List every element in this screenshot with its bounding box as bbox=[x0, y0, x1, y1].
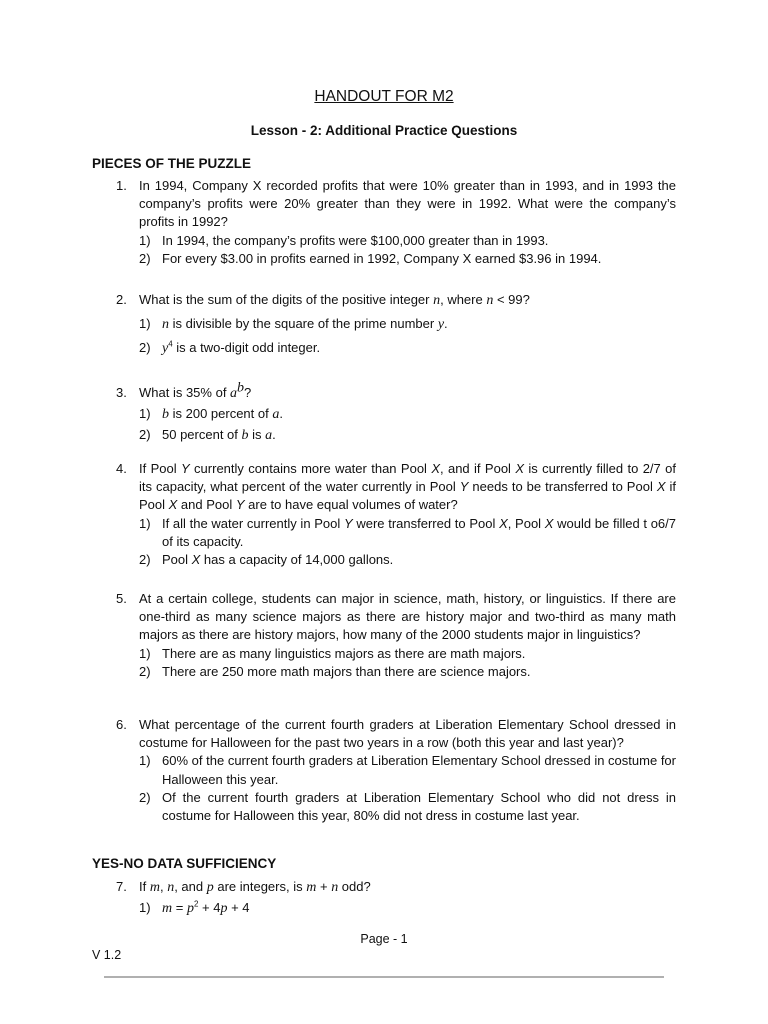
question-number: 5. bbox=[116, 591, 127, 606]
statement-text: In 1994, the company’s profits were $100,000 greater than in 1993. bbox=[162, 232, 549, 248]
question-4 bbox=[116, 460, 676, 569]
statement-number: 1) bbox=[139, 515, 151, 531]
question-text: If Pool Y currently contains more water than Pool X, and if Pool X is currently filled to 2/7 of its capacity, what percent of the water currently in Pool Y needs to be transferred to Pool X if Pool X and Pool Y are to have equal volumes of water? bbox=[139, 461, 676, 513]
statement-text: Pool X has a capacity of 14,000 gallons. bbox=[162, 552, 394, 568]
question-number: 6. bbox=[116, 717, 127, 732]
statement-text: 50 percent of b is a. bbox=[162, 427, 276, 444]
question-3 bbox=[116, 380, 676, 446]
statement-number: 1) bbox=[139, 900, 151, 916]
question-6 bbox=[116, 716, 676, 825]
statement-2 bbox=[139, 551, 676, 569]
question-1 bbox=[116, 177, 676, 268]
statement-text: If all the water currently in Pool Y were transferred to Pool X, Pool X would be filled t o6/7 of its capacity. bbox=[162, 515, 677, 549]
version-label: V 1.2 bbox=[92, 948, 122, 962]
statement-2 bbox=[139, 426, 676, 445]
question-text: At a certain college, students can major in science, math, history, or linguistics. If there are one-third as many science majors as there are history major and two-third as many math majors as there are history majors, how many of the 2000 students major in linguistics? bbox=[139, 591, 676, 643]
statement-number: 2) bbox=[139, 250, 151, 266]
document-title: HANDOUT FOR M2 bbox=[314, 88, 454, 105]
statement-2 bbox=[139, 339, 676, 358]
statement-2 bbox=[139, 250, 676, 268]
statement-text: b is 200 percent of a. bbox=[162, 406, 283, 423]
statement-text: $y^4$ is a two-digit odd integer. bbox=[162, 340, 321, 357]
statement-text: n is divisible by the square of the prime number y. bbox=[162, 316, 448, 333]
page-number: Page - 1 bbox=[360, 932, 408, 946]
section-heading-puzzle: PIECES OF THE PUZZLE bbox=[92, 156, 252, 171]
statement-text: 60% of the current fourth graders at Liberation Elementary School dressed in costume for Halloween this year. bbox=[162, 753, 676, 787]
statement-text: There are 250 more math majors than there are science majors. bbox=[162, 663, 531, 679]
statement-text: $m = p^2 + 4p + 4$ bbox=[162, 899, 250, 917]
question-7 bbox=[116, 878, 676, 918]
question-number: 4. bbox=[116, 461, 127, 476]
question-text: What is 35% of $a^b$? bbox=[139, 380, 252, 401]
statement-number: 2) bbox=[139, 663, 151, 679]
question-number: 7. bbox=[116, 879, 127, 894]
question-number: 3. bbox=[116, 385, 127, 400]
statement-number: 2) bbox=[139, 427, 151, 443]
statement-number: 2) bbox=[139, 789, 151, 805]
footer-divider bbox=[104, 976, 664, 978]
statement-number: 2) bbox=[139, 340, 151, 356]
statement-1 bbox=[139, 232, 676, 250]
statement-number: 1) bbox=[139, 232, 151, 248]
statement-text: There are as many linguistics majors as there are math majors. bbox=[162, 645, 526, 661]
statement-2 bbox=[139, 663, 676, 681]
question-5 bbox=[116, 590, 676, 681]
statement-1 bbox=[139, 315, 676, 334]
question-number: 1. bbox=[116, 178, 127, 193]
statement-text: For every $3.00 in profits earned in 1992, Company X earned $3.96 in 1994. bbox=[162, 250, 602, 266]
question-text: What percentage of the current fourth graders at Liberation Elementary School dressed in costume for Halloween for the past two years in a row (both this year and last year)? bbox=[139, 717, 676, 751]
statement-number: 1) bbox=[139, 753, 151, 769]
question-text: In 1994, Company X recorded profits that were 10% greater than in 1993, and in 1993 the company’s profits were 20% greater than they were in 1992. What were the company’s profits in 1992? bbox=[139, 178, 676, 230]
question-2 bbox=[116, 291, 676, 359]
lesson-subtitle: Lesson - 2: Additional Practice Questions bbox=[250, 123, 518, 138]
statement-1 bbox=[139, 405, 676, 424]
statement-number: 1) bbox=[139, 316, 151, 332]
question-text: What is the sum of the digits of the positive integer n, where n < 99? bbox=[139, 292, 530, 308]
statement-number: 2) bbox=[139, 552, 151, 568]
question-text: If m, n, and p are integers, is m + n odd? bbox=[139, 879, 371, 895]
statement-number: 1) bbox=[139, 645, 151, 661]
statement-1 bbox=[139, 645, 676, 663]
statement-1 bbox=[139, 899, 676, 918]
statement-1 bbox=[139, 752, 676, 788]
statement-2 bbox=[139, 789, 676, 825]
statement-1 bbox=[139, 515, 676, 551]
question-number: 2. bbox=[116, 292, 127, 307]
section-heading-yes-no: YES-NO DATA SUFFICIENCY bbox=[92, 856, 277, 871]
statement-text: Of the current fourth graders at Liberation Elementary School who did not dress in costume for Halloween this year, 80% did not dress in costume last year. bbox=[162, 789, 676, 824]
statement-number: 1) bbox=[139, 406, 151, 422]
